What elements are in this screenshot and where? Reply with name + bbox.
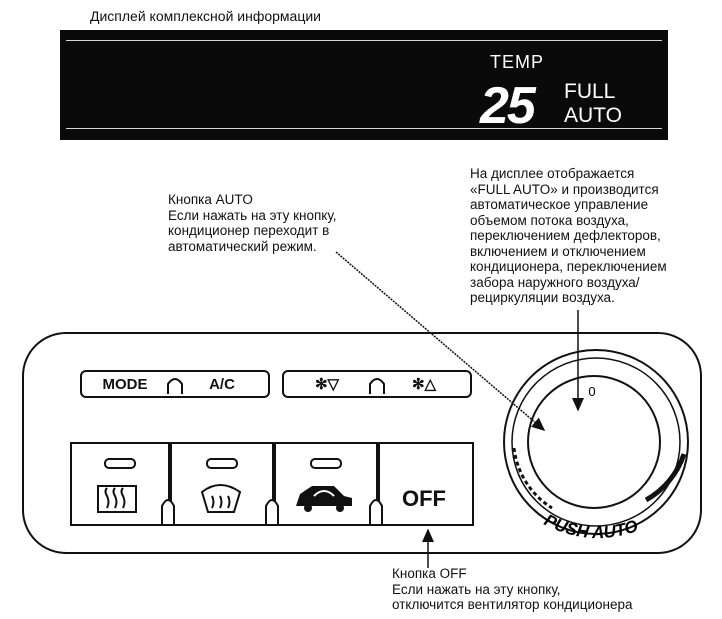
off-label: OFF bbox=[402, 486, 446, 511]
notch bbox=[168, 379, 182, 394]
fan-up-button[interactable]: ✻△ bbox=[411, 376, 437, 393]
auto-callout-arrow bbox=[336, 252, 544, 430]
temp-value: 25 bbox=[480, 77, 534, 135]
fan-down-button[interactable]: ✻▽ bbox=[314, 376, 340, 393]
auto-knob[interactable] bbox=[504, 350, 688, 534]
temp-label: TEMP bbox=[490, 52, 545, 72]
notch bbox=[266, 500, 278, 524]
fan-icon: ✻ bbox=[314, 376, 328, 393]
mode-button[interactable]: MODE bbox=[102, 375, 148, 393]
ac-button[interactable]: A/C bbox=[209, 375, 235, 393]
mode-auto: AUTO bbox=[564, 104, 622, 127]
recirculation-icon bbox=[296, 486, 352, 512]
display-caption: Дисплей комплексной информации bbox=[90, 8, 321, 24]
notch bbox=[162, 500, 174, 524]
fan-icon: ✻ bbox=[411, 376, 425, 393]
rear-defrost-icon bbox=[98, 486, 136, 512]
notch bbox=[370, 379, 384, 394]
notch bbox=[370, 500, 382, 524]
off-button-callout: Кнопка OFF Если нажать на эту кнопку, отключится вентилятор кондиционера bbox=[392, 566, 633, 612]
display-info-callout: На дисплее отображается «FULL AUTO» и производится автоматическое управление объемом потока воздуха, переключением дефлекторов, включением и отключением кондиционера, переключением забора наружного воздуха/ рециркуляции воздуха. bbox=[470, 166, 667, 305]
auto-button-callout: Кнопка AUTO Если нажать на эту кнопку, кондиционер переходит в автоматический режим. bbox=[168, 192, 337, 254]
push-auto-label: PUSH AUTO bbox=[541, 510, 641, 543]
mode-full: FULL bbox=[564, 80, 616, 103]
knob-marker: 0 bbox=[588, 384, 596, 399]
front-defrost-icon bbox=[202, 485, 240, 512]
